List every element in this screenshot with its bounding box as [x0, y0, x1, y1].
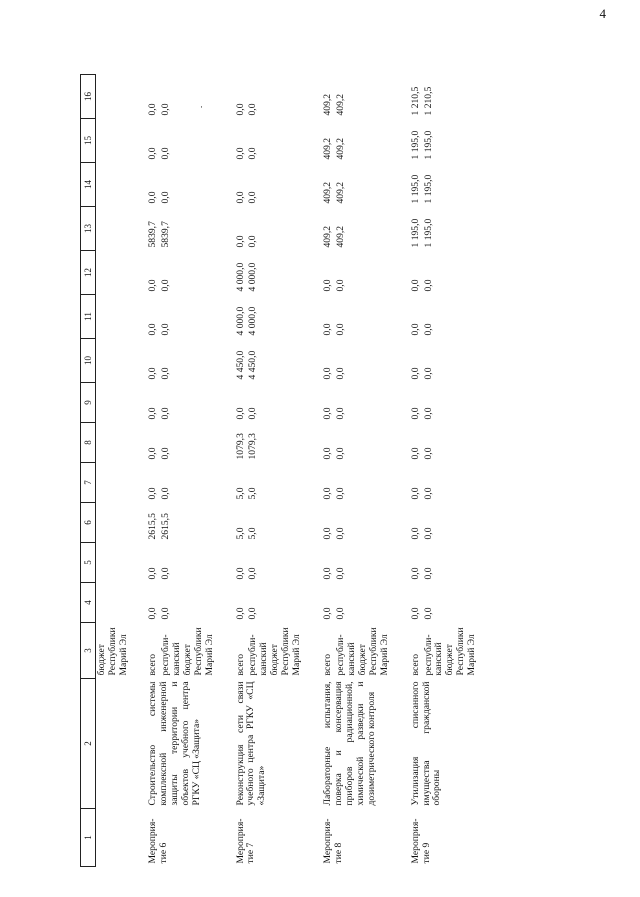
value-cell: 0,0 [322, 323, 334, 336]
column-number: 1 [81, 809, 96, 867]
value-cell: 1079,3 [234, 433, 246, 460]
value-cell: 0,0 [247, 407, 259, 420]
table-row [317, 75, 335, 867]
value-cell: 0,0 [409, 607, 421, 620]
empty-cell [96, 75, 142, 119]
value-cell: 0,0 [159, 567, 171, 580]
event-description: Реконструкция сети связи учебного центра РГКУ «СЦ «Защита» [234, 681, 268, 806]
column-number: 14 [81, 163, 96, 207]
value-cell: 0,0 [234, 191, 246, 204]
empty-cell [96, 163, 142, 207]
funding-source: всего [322, 653, 334, 676]
empty-cell [96, 679, 142, 809]
value-cell: 0,0 [147, 567, 159, 580]
funding-source: бюджет Республики Марий Эл [96, 627, 130, 676]
empty-cell [96, 207, 142, 251]
value-cell: 0,0 [409, 367, 421, 380]
empty-cell [96, 339, 142, 383]
funding-source: всего [147, 653, 159, 676]
value-cell: 0,0 [247, 235, 259, 248]
empty-cell [96, 383, 142, 423]
value-cell: 0,0 [159, 103, 171, 116]
value-cell: 0,0 [422, 367, 434, 380]
column-number: 3 [81, 623, 96, 679]
event-label: Мероприя-тие 6 [147, 818, 169, 864]
value-cell: 4 000,0 [247, 262, 259, 292]
page-number: 4 [599, 6, 606, 21]
value-cell: 409,2 [322, 93, 334, 116]
value-cell: 0,0 [159, 147, 171, 160]
value-cell: 0,0 [147, 487, 159, 500]
value-cell: 1 210,5 [422, 86, 434, 116]
column-number: 11 [81, 295, 96, 339]
value-cell: 0,0 [147, 367, 159, 380]
value-cell: 0,0 [147, 147, 159, 160]
scan-mark: · [200, 102, 203, 112]
value-cell: 409,2 [335, 225, 346, 248]
funding-source: республи-канский бюджет Республики Марий Эл [335, 627, 390, 676]
value-cell: 0,0 [335, 447, 346, 460]
value-cell: 0,0 [147, 447, 159, 460]
value-cell: 0,0 [234, 607, 246, 620]
column-number: 12 [81, 251, 96, 295]
event-label: Мероприя-тие 9 [409, 818, 432, 864]
table-row [405, 75, 423, 867]
column-number: 6 [81, 503, 96, 543]
funding-source: всего [409, 653, 421, 676]
value-cell: 0,0 [335, 279, 346, 292]
value-cell: 0,0 [159, 447, 171, 460]
value-cell: 2615,5 [147, 513, 159, 540]
value-cell: 409,2 [322, 181, 334, 204]
value-cell: 4 000,0 [234, 306, 246, 336]
value-cell: 0,0 [335, 487, 346, 500]
budget-table [80, 74, 492, 867]
value-cell: 1 210,5 [409, 86, 421, 116]
value-cell: 0,0 [322, 527, 334, 540]
value-cell: 0,0 [247, 567, 259, 580]
continuation-row [96, 75, 142, 867]
column-number: 16 [81, 75, 96, 119]
value-cell: 0,0 [234, 103, 246, 116]
event-description: Утилизация списанного имущества гражданской обороны [409, 681, 443, 806]
value-cell: 0,0 [147, 607, 159, 620]
value-cell: 4 000,0 [247, 306, 259, 336]
value-cell: 0,0 [234, 407, 246, 420]
value-cell: 1 195,0 [422, 174, 434, 204]
value-cell: 1 195,0 [409, 130, 421, 160]
event-label: Мероприя-тие 8 [322, 818, 344, 864]
value-cell: 0,0 [147, 407, 159, 420]
column-number: 8 [81, 423, 96, 463]
value-cell: 0,0 [422, 279, 434, 292]
value-cell: 5839,7 [147, 221, 159, 248]
value-cell: 0,0 [159, 323, 171, 336]
value-cell: 0,0 [409, 487, 421, 500]
value-cell: 0,0 [335, 567, 346, 580]
value-cell: 2615,5 [159, 513, 171, 540]
value-cell: 0,0 [234, 147, 246, 160]
empty-cell [96, 503, 142, 543]
empty-cell [96, 543, 142, 583]
value-cell: 0,0 [147, 191, 159, 204]
value-cell: 0,0 [159, 487, 171, 500]
empty-cell [96, 583, 142, 623]
value-cell: 409,2 [335, 181, 346, 204]
value-cell: 0,0 [234, 567, 246, 580]
rotated-table-area [40, 0, 600, 897]
empty-cell [96, 423, 142, 463]
value-cell: 0,0 [335, 527, 346, 540]
column-number: 2 [81, 679, 96, 809]
funding-source: республи-канский бюджет Республики Марий Эл [247, 627, 303, 676]
column-number: 10 [81, 339, 96, 383]
value-cell: 0,0 [147, 323, 159, 336]
empty-cell [96, 809, 142, 867]
value-cell: 0,0 [234, 235, 246, 248]
value-cell: 0,0 [322, 447, 334, 460]
value-cell: 0,0 [322, 279, 334, 292]
column-number: 5 [81, 543, 96, 583]
value-cell: 0,0 [422, 567, 434, 580]
value-cell: 0,0 [409, 407, 421, 420]
value-cell: 0,0 [422, 447, 434, 460]
value-cell: 1079,3 [247, 433, 259, 460]
value-cell: 4 000,0 [234, 262, 246, 292]
table-row [142, 75, 160, 867]
value-cell: 5,0 [234, 527, 246, 540]
value-cell: 0,0 [159, 607, 171, 620]
value-cell: 0,0 [322, 367, 334, 380]
value-cell: 0,0 [322, 607, 334, 620]
empty-cell [96, 295, 142, 339]
funding-source: республи-канский бюджет Республики Марий Эл [159, 627, 215, 676]
value-cell: 409,2 [322, 225, 334, 248]
value-cell: 0,0 [409, 279, 421, 292]
value-cell: 5839,7 [159, 221, 171, 248]
value-cell: 0,0 [422, 407, 434, 420]
value-cell: 0,0 [159, 367, 171, 380]
value-cell: 4 450,0 [234, 350, 246, 380]
column-number: 13 [81, 207, 96, 251]
value-cell: 0,0 [159, 191, 171, 204]
value-cell: 0,0 [335, 407, 346, 420]
value-cell: 0,0 [322, 567, 334, 580]
value-cell: 1 195,0 [422, 218, 434, 248]
value-cell: 0,0 [409, 447, 421, 460]
header-row [81, 75, 96, 867]
value-cell: 0,0 [159, 407, 171, 420]
value-cell: 0,0 [409, 323, 421, 336]
value-cell: 0,0 [422, 607, 434, 620]
value-cell: 0,0 [335, 323, 346, 336]
value-cell: 0,0 [247, 147, 259, 160]
value-cell: 1 195,0 [409, 174, 421, 204]
value-cell: 0,0 [422, 527, 434, 540]
event-description: Лабораторные испытания, поверка и консервация приборов радиационной, химической разведки и дозиметрического контроля [322, 681, 377, 806]
column-number: 4 [81, 583, 96, 623]
value-cell: 409,2 [322, 137, 334, 160]
empty-cell [96, 463, 142, 503]
table-row [230, 75, 248, 867]
column-number: 7 [81, 463, 96, 503]
value-cell: 0,0 [159, 279, 171, 292]
value-cell: 0,0 [147, 279, 159, 292]
value-cell: 0,0 [247, 103, 259, 116]
value-cell: 409,2 [335, 93, 346, 116]
value-cell: 4 450,0 [247, 350, 259, 380]
value-cell: 0,0 [409, 567, 421, 580]
empty-cell [96, 251, 142, 295]
value-cell: 0,0 [147, 103, 159, 116]
value-cell: 0,0 [322, 487, 334, 500]
value-cell: 5,0 [247, 527, 259, 540]
value-cell: 1 195,0 [409, 218, 421, 248]
funding-source: республи-канский бюджет Республики Марий Эл [422, 627, 478, 676]
value-cell: 0,0 [409, 527, 421, 540]
funding-source: всего [234, 653, 246, 676]
value-cell: 0,0 [322, 407, 334, 420]
event-description: Строительство системы комплексной инженерной защиты территории и объектов учебного центра РГКУ «СЦ «Защита» [147, 681, 202, 806]
value-cell: 0,0 [335, 607, 346, 620]
value-cell: 0,0 [335, 367, 346, 380]
column-number: 9 [81, 383, 96, 423]
value-cell: 409,2 [335, 137, 346, 160]
value-cell: 5,0 [247, 487, 259, 500]
value-cell: 0,0 [422, 487, 434, 500]
empty-cell [96, 119, 142, 163]
value-cell: 5,0 [234, 487, 246, 500]
value-cell: 0,0 [247, 191, 259, 204]
value-cell: 0,0 [247, 607, 259, 620]
event-label: Мероприя-тие 7 [234, 818, 257, 864]
column-number: 15 [81, 119, 96, 163]
value-cell: 1 195,0 [422, 130, 434, 160]
value-cell: 0,0 [422, 323, 434, 336]
